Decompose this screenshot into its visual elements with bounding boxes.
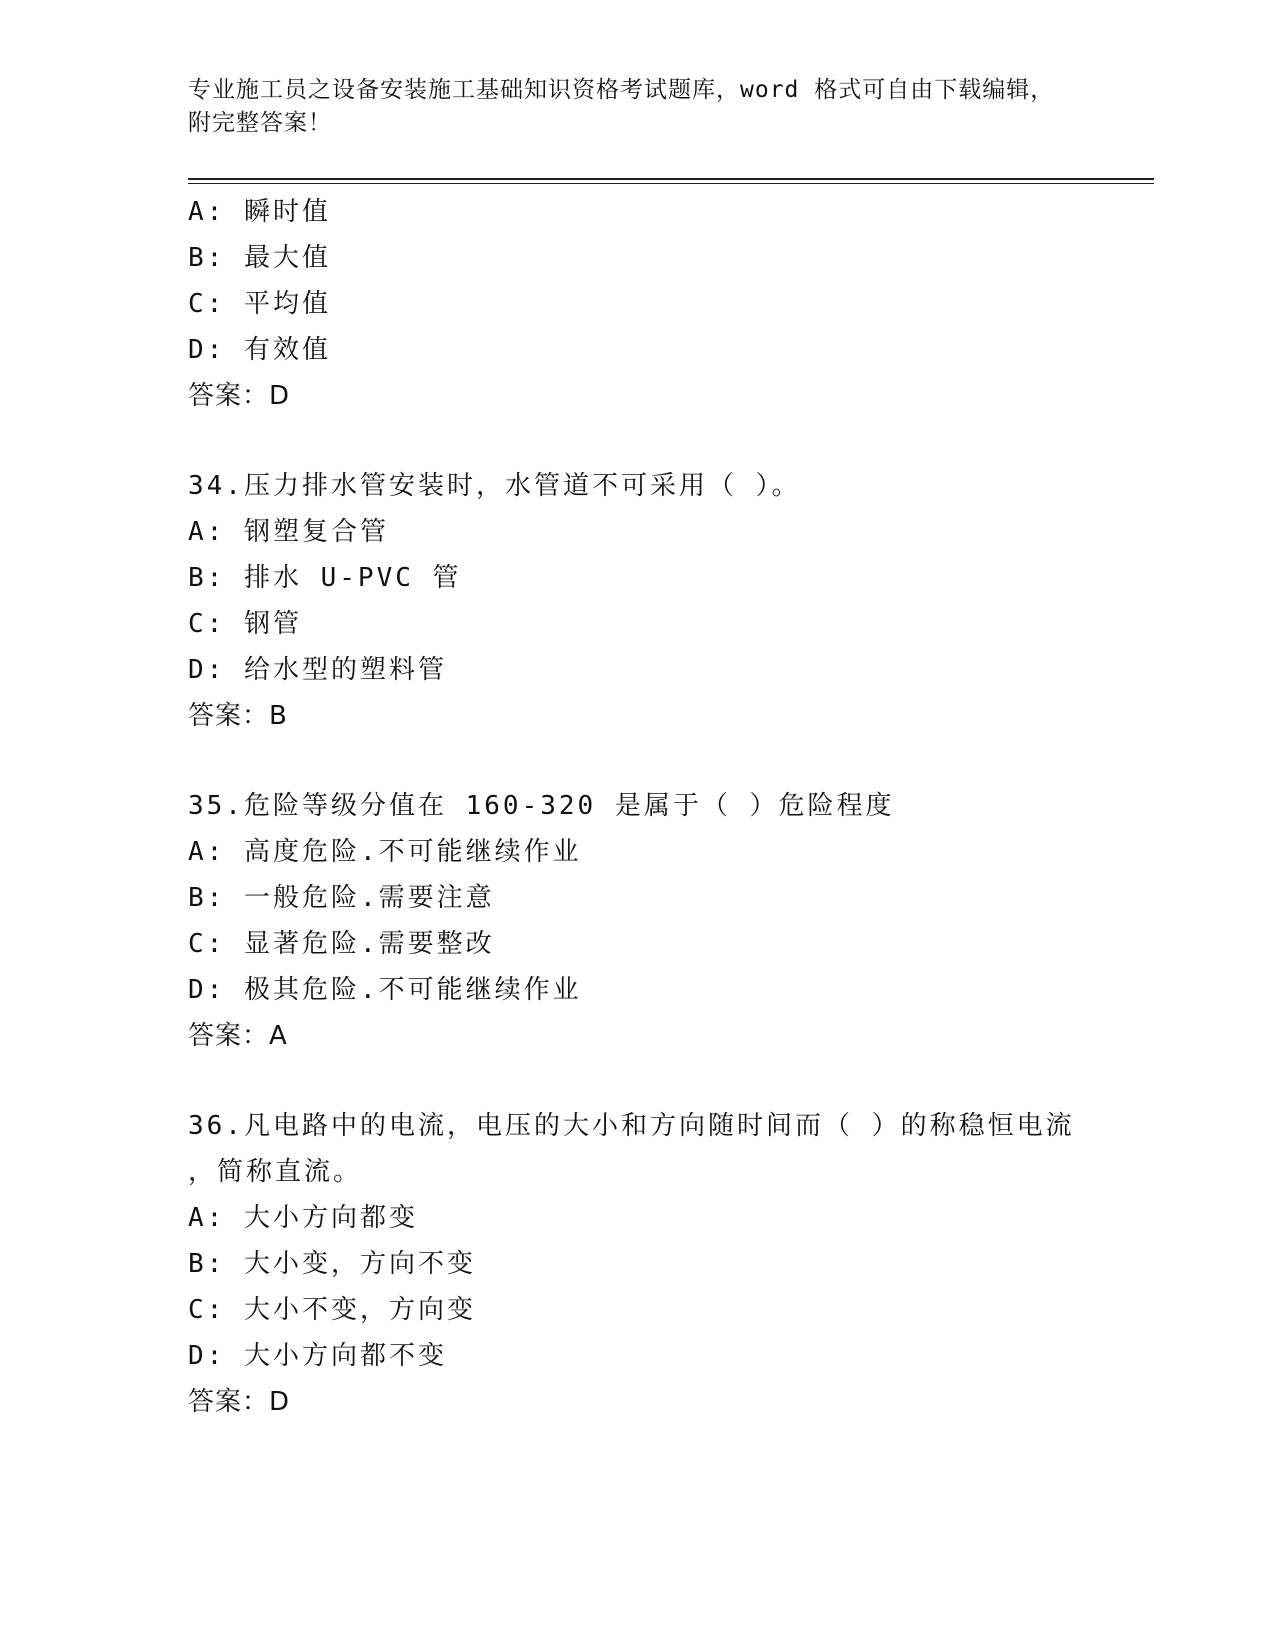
header-divider-thick bbox=[188, 178, 1154, 180]
answer: 答案：B bbox=[188, 701, 288, 731]
option-a: A: 大小方向都变 bbox=[188, 1203, 418, 1233]
option-c: C: 钢管 bbox=[188, 609, 302, 639]
answer: 答案：D bbox=[188, 1387, 291, 1417]
option-b: B: 排水 U-PVC 管 bbox=[188, 563, 462, 593]
option-d: D: 极其危险.不可能继续作业 bbox=[188, 975, 582, 1005]
header-line-1: 专业施工员之设备安装施工基础知识资格考试题库，word 格式可自由下载编辑， bbox=[188, 77, 1055, 103]
option-b: B: 一般危险.需要注意 bbox=[188, 883, 495, 913]
header-line-2: 附完整答案！ bbox=[188, 110, 332, 136]
question-36 bbox=[188, 1103, 1088, 1425]
question-text-line-1: 36.凡电路中的电流，电压的大小和方向随时间而（ ）的称稳恒电流 bbox=[188, 1111, 1075, 1141]
option-a: A: 钢塑复合管 bbox=[188, 517, 389, 547]
question-list bbox=[188, 189, 1088, 1425]
question-text-line-2: ，简称直流。 bbox=[188, 1157, 363, 1187]
option-a: A: 高度危险.不可能继续作业 bbox=[188, 837, 582, 867]
option-b: B: 最大值 bbox=[188, 243, 331, 273]
option-b: B: 大小变，方向不变 bbox=[188, 1249, 476, 1279]
answer: 答案：A bbox=[188, 1021, 288, 1051]
option-c: C: 大小不变，方向变 bbox=[188, 1295, 476, 1325]
question-34 bbox=[188, 463, 1088, 739]
option-c: C: 显著危险.需要整改 bbox=[188, 929, 495, 959]
option-a: A: 瞬时值 bbox=[188, 197, 331, 227]
question-33-partial bbox=[188, 189, 1088, 419]
option-c: C: 平均值 bbox=[188, 289, 331, 319]
document-header bbox=[188, 74, 1068, 140]
question-text: 34.压力排水管安装时，水管道不可采用（ ）。 bbox=[188, 471, 801, 501]
option-d: D: 给水型的塑料管 bbox=[188, 655, 447, 685]
header-divider-thin bbox=[188, 183, 1154, 184]
question-35 bbox=[188, 783, 1088, 1059]
question-text: 35.危险等级分值在 160-320 是属于（ ）危险程度 bbox=[188, 791, 895, 821]
option-d: D: 大小方向都不变 bbox=[188, 1341, 447, 1371]
answer: 答案：D bbox=[188, 381, 291, 411]
option-d: D: 有效值 bbox=[188, 335, 331, 365]
